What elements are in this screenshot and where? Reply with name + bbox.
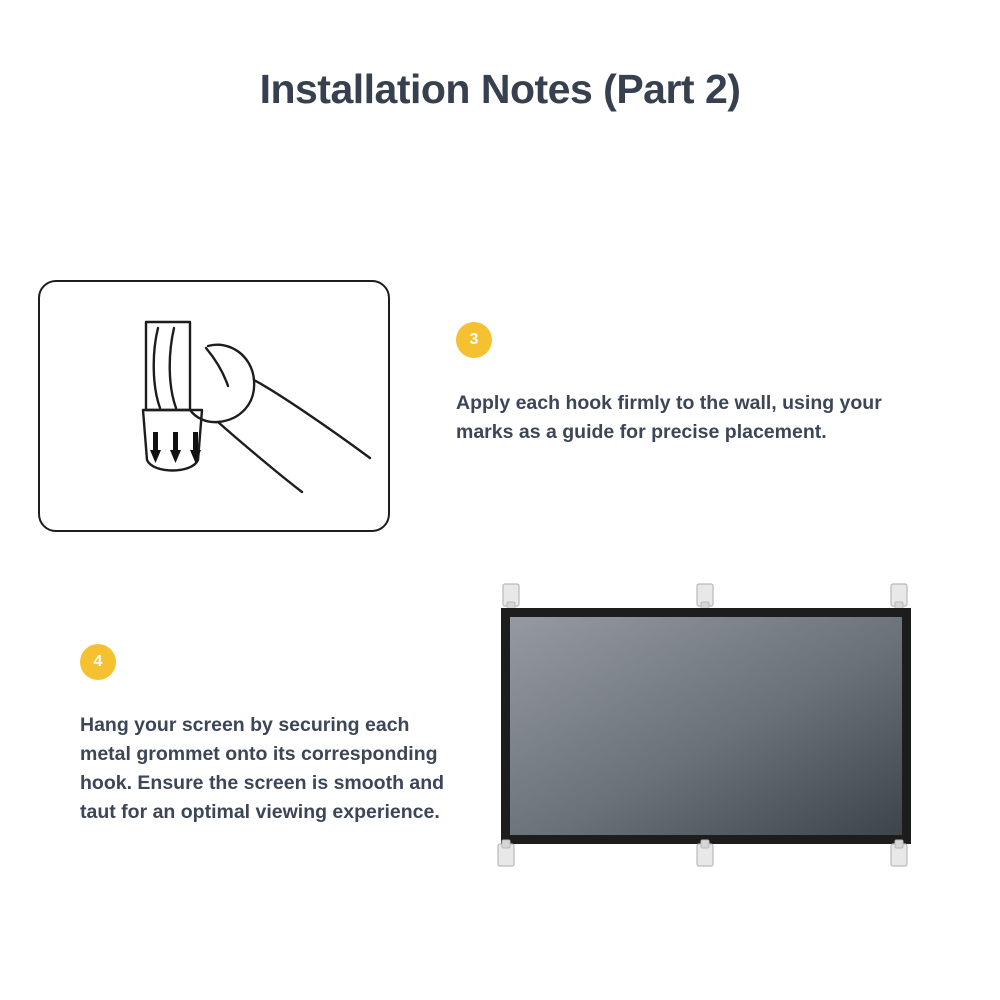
hook-press-illustration [38,280,390,532]
wall-hook-icon [503,584,519,610]
projector-screen-illustration [490,576,920,876]
wall-hook-icon [697,584,713,610]
page-title: Installation Notes (Part 2) [259,66,741,112]
wall-hook-icon [891,840,907,866]
downward-arrows-icon [150,432,201,463]
step-text-3: Apply each hook firmly to the wall, using your marks as a guide for precise placement. [456,392,882,443]
step-text-4: Hang your screen by securing each metal grommet onto its corresponding hook. Ensure the screen is smooth and taut for an optimal viewing experience. [80,714,445,823]
wall-hook-icon [697,840,713,866]
hook-press-drawing [40,282,388,530]
wall-hook-icon [891,584,907,610]
projector-screen-drawing [490,576,920,876]
wall-hook-icon [498,840,514,866]
step-badge-3: 3 [456,322,492,358]
step-badge-4: 4 [80,644,116,680]
